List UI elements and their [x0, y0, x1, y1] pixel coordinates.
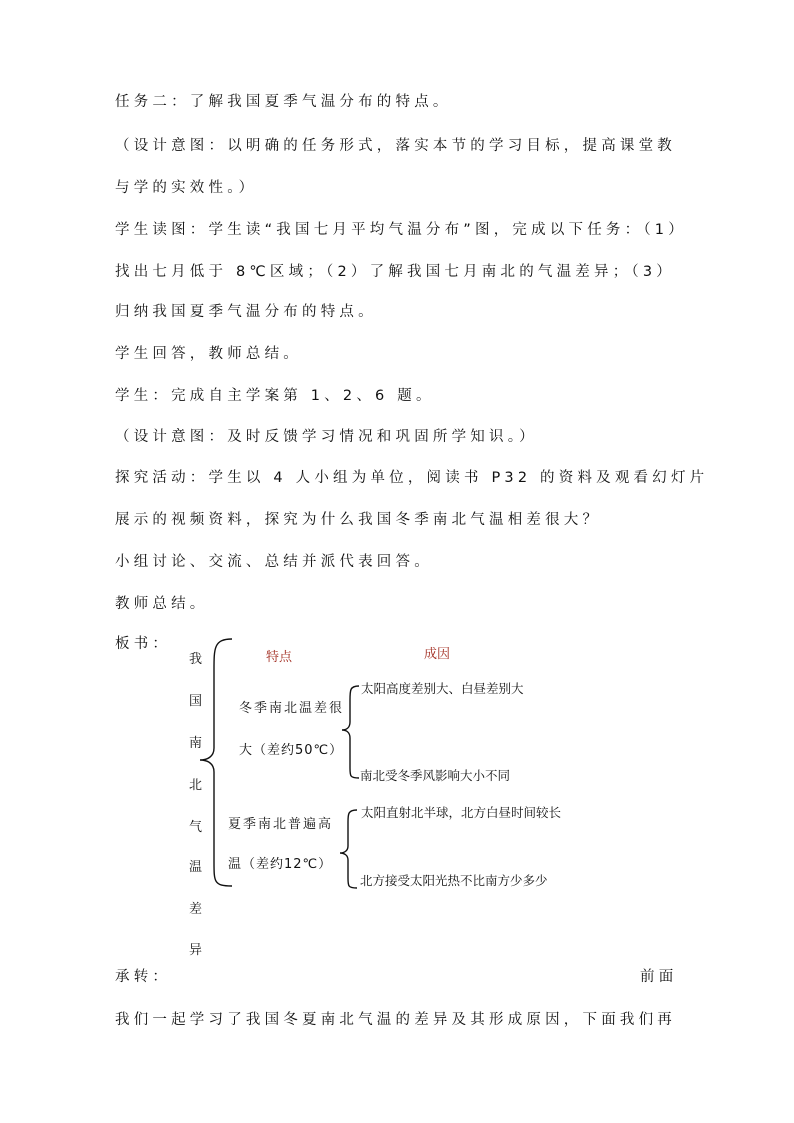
design-intent-line-1: （设计意图：以明确的任务形式，落实本节的学习目标，提高课堂教 [115, 138, 676, 154]
student-reading-line-1: 学生读图：学生读“我国七月平均气温分布”图，完成以下任务：（1） [115, 222, 687, 238]
root-char: 我 [189, 652, 203, 667]
student-reading-line-3: 归纳我国夏季气温分布的特点。 [115, 304, 377, 320]
root-char: 北 [189, 778, 203, 793]
winter-feature-line-1: 冬季南北温差很 [239, 701, 345, 716]
summer-cause-2: 北方接受太阳光热不比南方少多少 [360, 873, 548, 888]
student-exercise-line: 学生：完成自主学案第 1、2、6 题。 [115, 388, 435, 404]
transition-right-text: 前面 [640, 969, 678, 985]
root-char: 异 [189, 943, 203, 958]
teacher-summary-line: 教师总结。 [115, 596, 209, 612]
summer-brace [340, 810, 357, 888]
board-label: 板书： [115, 636, 172, 652]
student-answer-line: 学生回答，教师总结。 [115, 346, 302, 362]
student-reading-line-2: 找出七月低于 8℃区域；（2）了解我国七月南北的气温差异；（3） [115, 264, 675, 280]
winter-cause-1: 太阳高度差别大、白昼差别大 [361, 681, 524, 696]
root-char: 温 [189, 860, 203, 875]
inquiry-activity-line-2: 展示的视频资料，探究为什么我国冬季南北气温相差很大？ [115, 512, 602, 528]
transition-label: 承转： [115, 969, 172, 985]
main-brace [200, 639, 232, 886]
winter-cause-2: 南北受冬季风影响大小不同 [360, 768, 511, 783]
root-char: 南 [189, 736, 203, 751]
task-two-heading: 任务二：了解我国夏季气温分布的特点。 [115, 94, 452, 110]
design-intent-feedback-line: （设计意图：及时反馈学习情况和巩固所学知识。） [115, 429, 538, 445]
root-char: 气 [189, 820, 203, 835]
header-cause: 成因 [424, 647, 451, 662]
design-intent-line-2: 与学的实效性。） [115, 180, 258, 196]
root-char: 国 [189, 694, 203, 709]
transition-body-line: 我们一起学习了我国冬夏南北气温的差异及其形成原因，下面我们再 [115, 1012, 676, 1028]
header-feature: 特点 [266, 650, 293, 665]
summer-feature-line-1: 夏季南北普遍高 [228, 817, 334, 832]
root-char: 差 [189, 902, 203, 917]
summer-feature-line-2: 温（差约12℃） [228, 857, 333, 872]
winter-brace [342, 686, 359, 778]
group-discussion-line: 小组讨论、交流、总结并派代表回答。 [115, 554, 433, 570]
winter-feature-line-2: 大（差约50℃） [239, 743, 344, 758]
inquiry-activity-line-1: 探究活动：学生以 4 人小组为单位，阅读书 P32 的资料及观看幻灯片 [115, 470, 709, 486]
summer-cause-1: 太阳直射北半球，北方白昼时间较长 [361, 805, 562, 820]
